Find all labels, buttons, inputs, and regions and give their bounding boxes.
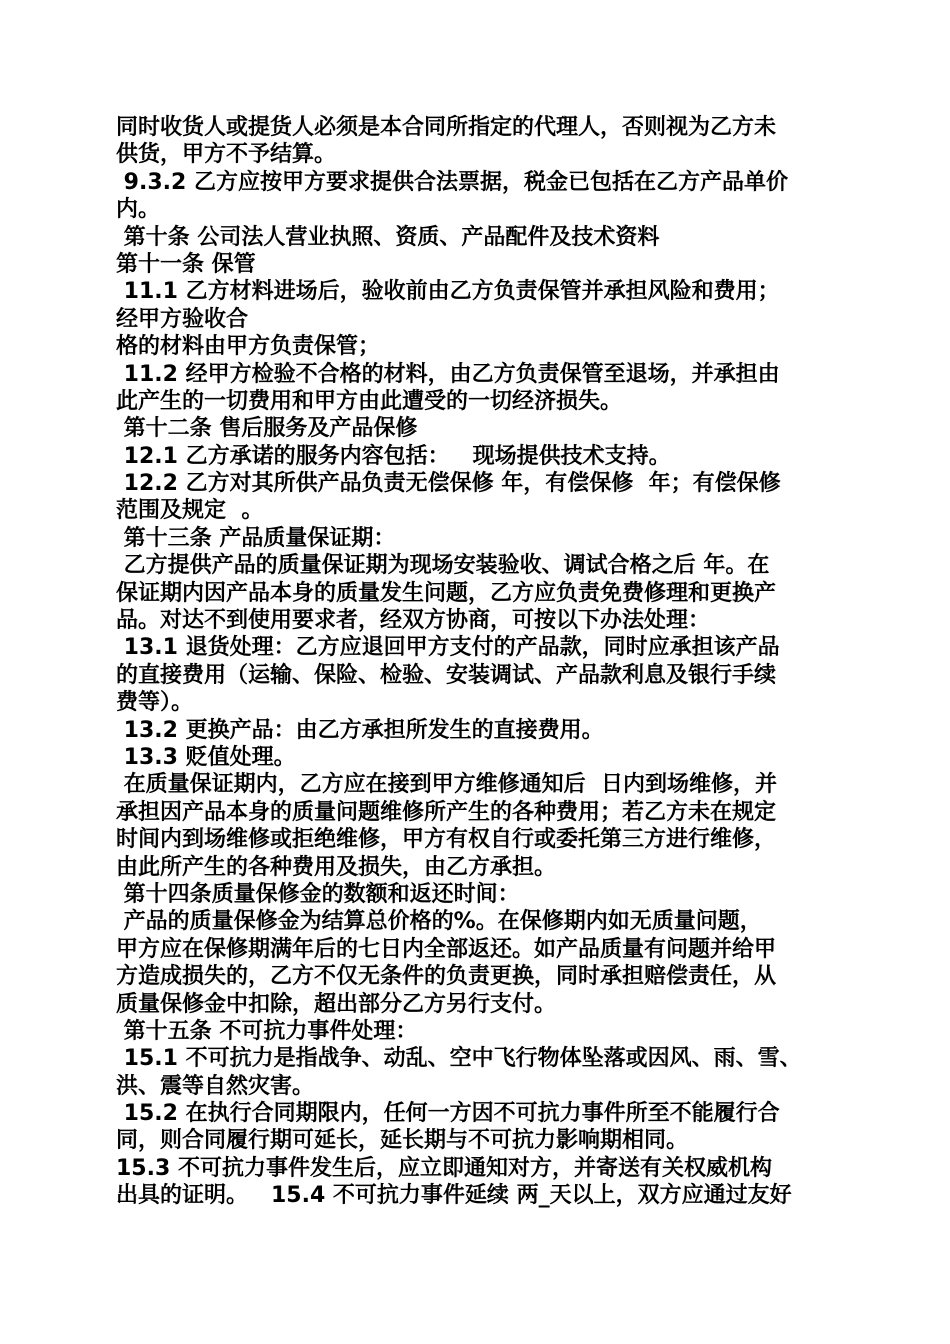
text-line: 经甲方验收合 xyxy=(116,306,249,332)
text-line: 质量保修金中扣除，超出部分乙方另行支付。 xyxy=(116,991,557,1017)
article-heading: 第十三条 产品质量保证期： xyxy=(116,525,396,551)
text-line: 格的材料由甲方负责保管； xyxy=(116,334,381,360)
text-line: 11.2 经甲方检验不合格的材料，由乙方负责保管至退场，并承担由 xyxy=(116,361,780,387)
text-line: 13.2 更换产品：由乙方承担所发生的直接费用。 xyxy=(116,717,604,743)
text-line: 9.3.2 乙方应按甲方要求提供合法票据，税金已包括在乙方产品单价 xyxy=(116,169,788,195)
article-heading: 第十二条 售后服务及产品保修 xyxy=(116,416,418,442)
text-line: 此产生的一切费用和甲方由此遭受的一切经济损失。 xyxy=(116,388,623,414)
text-line: 15.2 在执行合同期限内，任何一方因不可抗力事件所至不能履行合 xyxy=(116,1101,780,1127)
text-line: 11.1 乙方材料进场后，验收前由乙方负责保管并承担风险和费用； xyxy=(116,279,780,305)
text-line: 15.3 不可抗力事件发生后，应立即通知对方，并寄送有关权威机构 xyxy=(116,1155,772,1181)
text-line: 承担因产品本身的质量问题维修所产生的各种费用；若乙方未在规定 xyxy=(116,799,777,825)
text-line: 由此所产生的各种费用及损失，由乙方承担。 xyxy=(116,854,557,880)
text-line: 同时收货人或提货人必须是本合同所指定的代理人，否则视为乙方未 xyxy=(116,115,777,140)
text-line: 品。对达不到使用要求者，经双方协商，可按以下办法处理： xyxy=(116,608,711,634)
text-line: 费等）。 xyxy=(116,690,194,716)
article-heading: 第十五条 不可抗力事件处理： xyxy=(116,1018,418,1044)
text-line: 同，则合同履行期可延长，延长期与不可抗力影响期相同。 xyxy=(116,1128,689,1154)
text-line: 13.3 贬值处理。 xyxy=(116,744,296,770)
text-line: 的直接费用（运输、保险、检验、安装调试、产品款利息及银行手续 xyxy=(116,662,777,688)
document-body xyxy=(116,114,838,1210)
text-line: 内。 xyxy=(116,197,161,223)
article-heading: 第十四条质量保修金的数额和返还时间： xyxy=(116,881,520,907)
text-line: 产品的质量保修金为结算总价格的%。在保修期内如无质量问题， xyxy=(116,909,762,935)
text-line: 12.1 乙方承诺的服务内容包括： 现场提供技术支持。 xyxy=(116,443,671,469)
text-line: 供货，甲方不予结算。 xyxy=(116,142,337,168)
text-line: 13.1 退货处理：乙方应退回甲方支付的产品款，同时应承担该产品 xyxy=(116,635,780,661)
text-line: 12.2 乙方对其所供产品负责无偿保修 年，有偿保修 年；有偿保修 xyxy=(116,471,781,497)
text-line: 出具的证明。 15.4 不可抗力事件延续 两_天以上，双方应通过友好 xyxy=(116,1183,792,1209)
text-line: 时间内到场维修或拒绝维修，甲方有权自行或委托第三方进行维修， xyxy=(116,827,777,853)
text-line: 方造成损失的，乙方不仅无条件的负责更换，同时承担赔偿责任，从 xyxy=(116,964,777,990)
text-line: 保证期内因产品本身的质量发生问题，乙方应负责免费修理和更换产 xyxy=(116,580,777,606)
text-line: 范围及规定 。 xyxy=(116,498,264,524)
text-line: 乙方提供产品的质量保证期为现场安装验收、调试合格之后 年。在 xyxy=(116,553,770,579)
text-line: 在质量保证期内，乙方应在接到甲方维修通知后 日内到场维修，并 xyxy=(116,772,777,798)
text-line: 甲方应在保修期满年后的七日内全部返还。如产品质量有问题并给甲 xyxy=(116,936,777,962)
article-heading: 第十条 公司法人营业执照、资质、产品配件及技术资料 xyxy=(116,224,660,250)
text-line: 洪、震等自然灾害。 xyxy=(116,1073,315,1099)
article-heading: 第十一条 保管 xyxy=(116,251,256,277)
text-line: 15.1 不可抗力是指战争、动乱、空中飞行物体坠落或因风、雨、雪、 xyxy=(116,1046,802,1072)
